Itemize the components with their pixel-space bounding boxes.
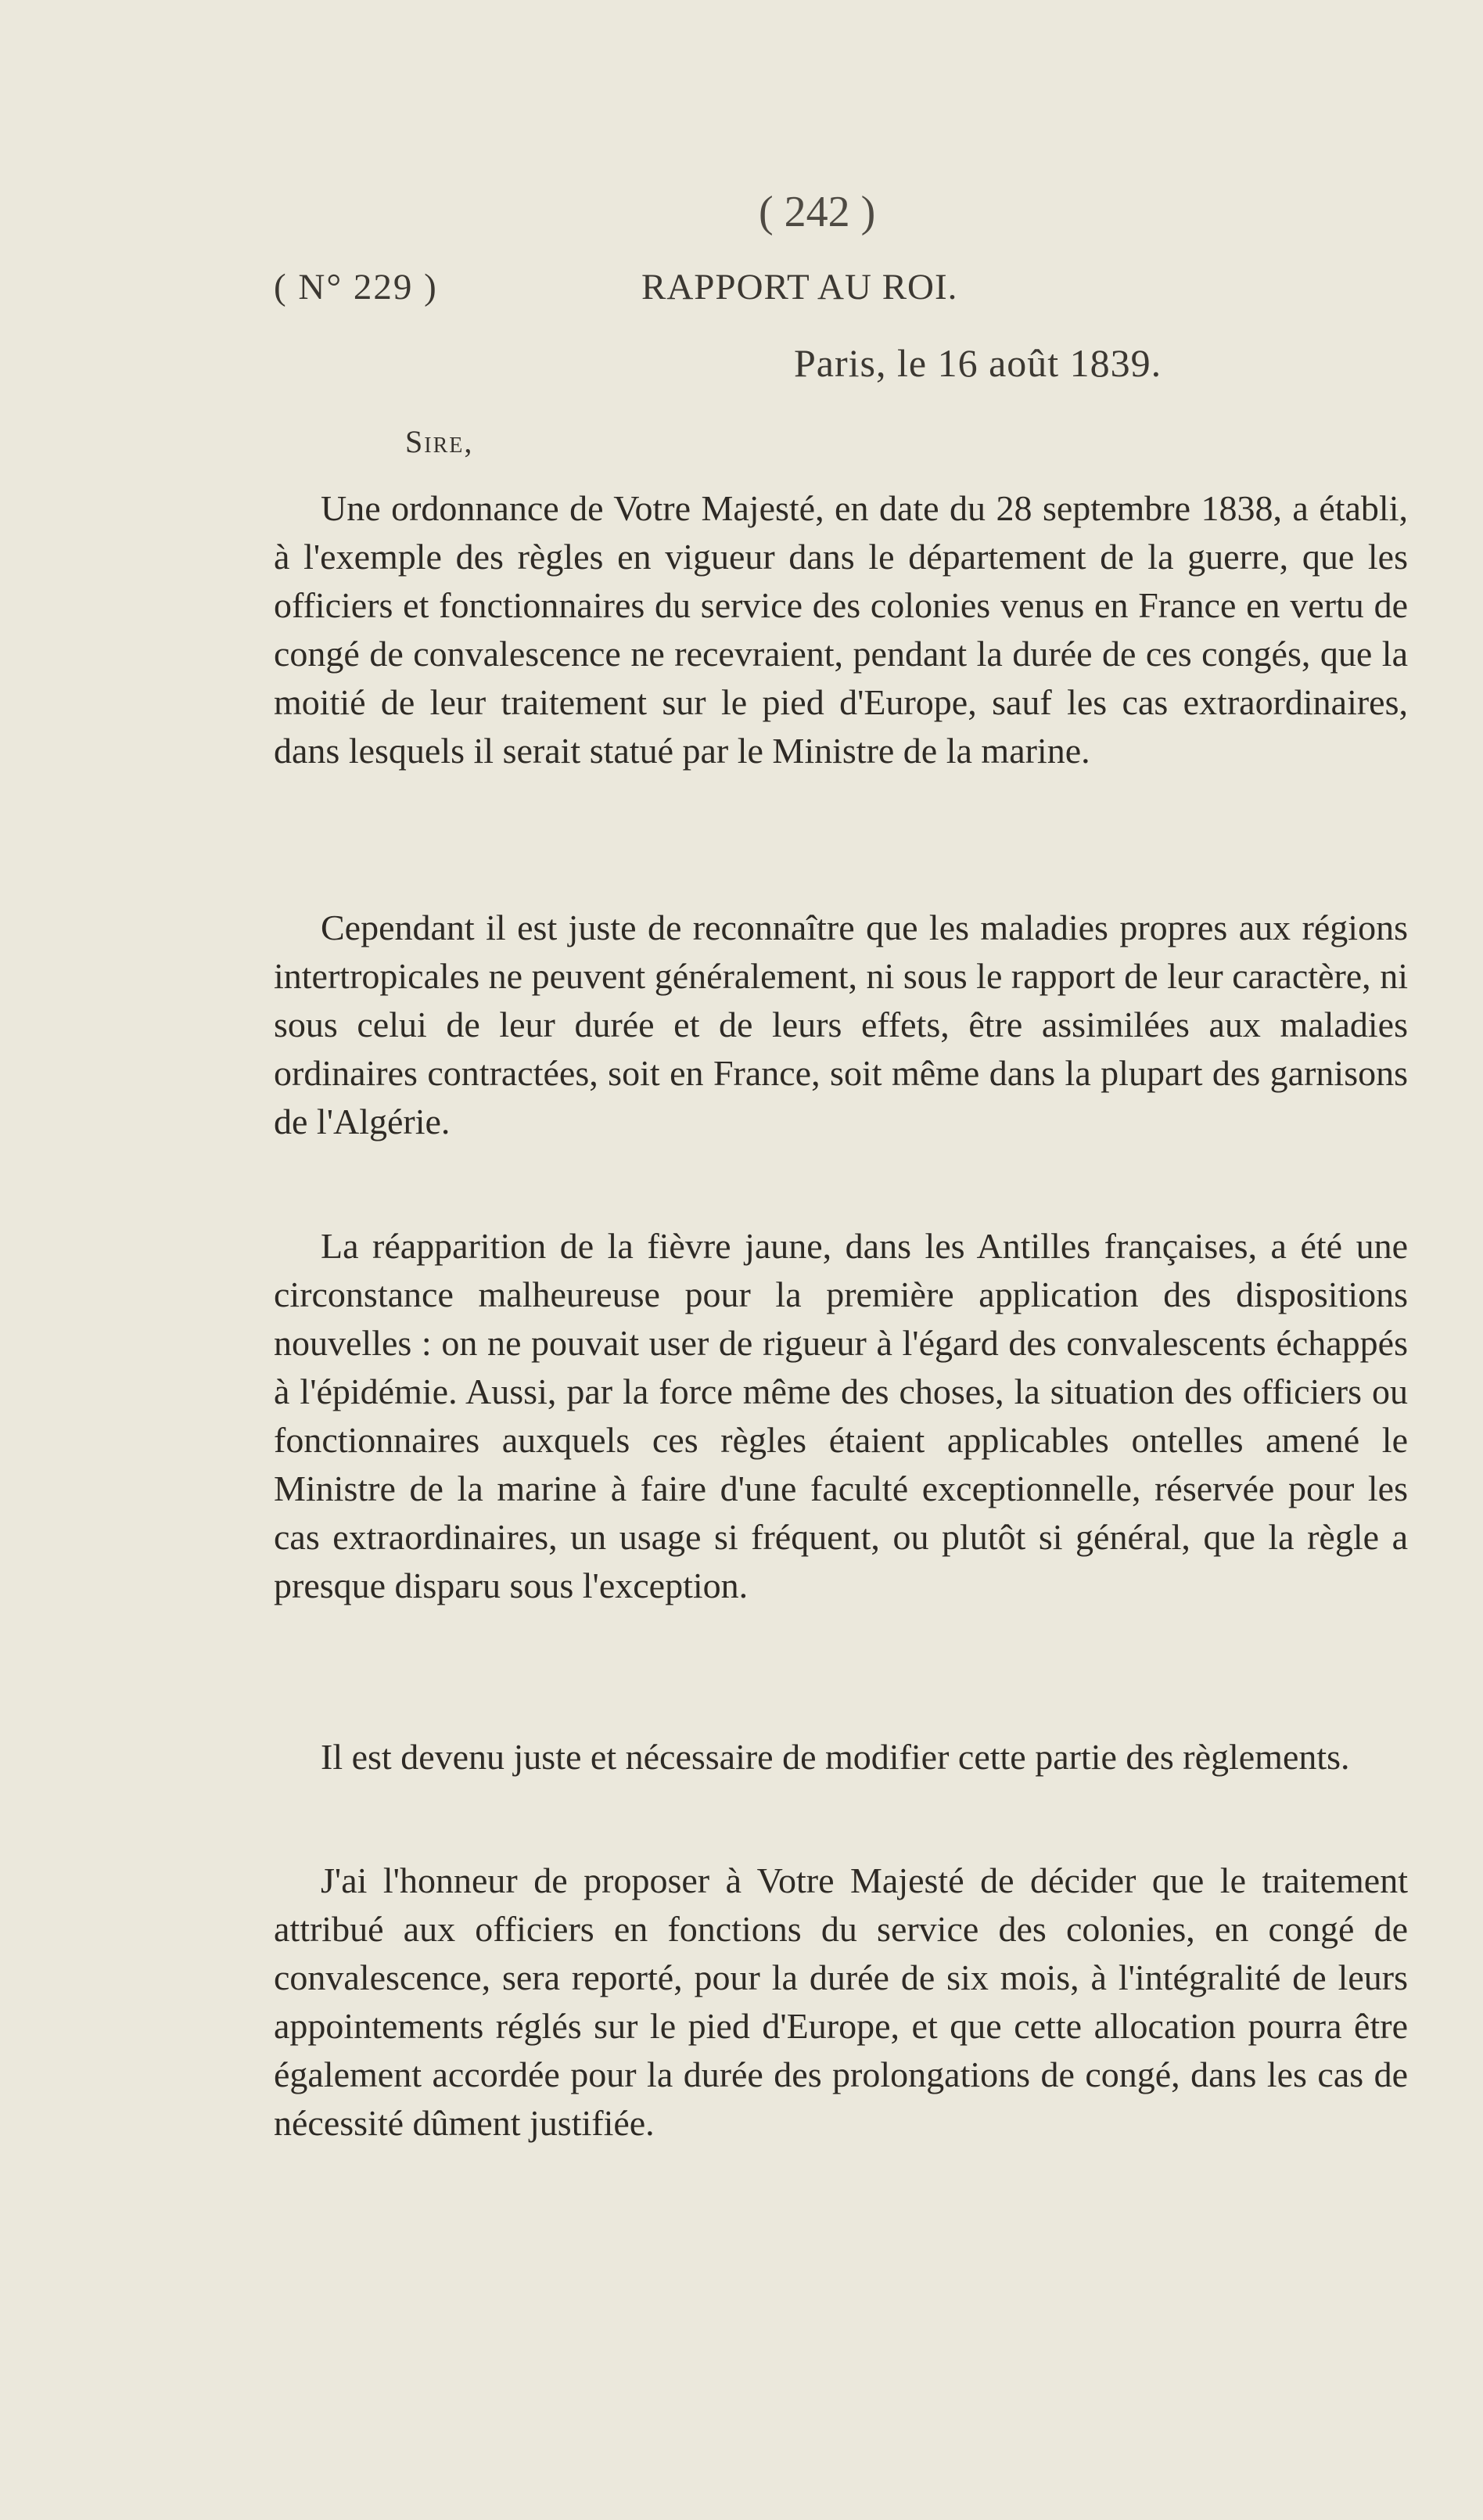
paragraph-2 [274, 904, 1408, 1146]
paragraph-3 [274, 1222, 1408, 1610]
dateline: Paris, le 16 août 1839. [794, 341, 1162, 385]
paragraph-4 [274, 1733, 1408, 1781]
document-title: RAPPORT AU ROI. [641, 267, 958, 307]
paragraph-text: Il est devenu juste et nécessaire de modifier cette partie des règlements. [321, 1737, 1350, 1777]
page-number: ( 242 ) [759, 188, 876, 236]
paragraph-5 [274, 1857, 1408, 2148]
paragraph-1 [274, 484, 1408, 775]
paragraph-text: Une ordonnance de Votre Majesté, en date du 28 septembre 1838, a établi, à l'exemple des règles en vigueur dans le département de la guerre, que les officiers et fonctionnaires du service des colonies venus en France en vertu de congé de convalescence ne recevraient, pendant la durée de ces congés, que la moitié de leur traitement sur le pied d'Europe, sauf les cas extraordinaires, dans lesquels il serait statué par le Ministre de la marine. [274, 488, 1408, 771]
salutation: Sire, [405, 424, 474, 459]
paragraph-text: J'ai l'honneur de proposer à Votre Majesté de décider que le traitement attribué aux officiers en fonctions du service des colonies, en congé de convalescence, sera reporté, pour la durée de six mois, à l'intégralité de leurs appointements réglés sur le pied d'Europe, et que cette allocation pourra être également accordée pour la durée des prolongations de congé, dans les cas de nécessité dûment justifiée. [274, 1860, 1408, 2143]
paragraph-text: La réapparition de la fièvre jaune, dans les Antilles françaises, a été une circonstance malheureuse pour la première application des dispositions nouvelles : on ne pouvait user de rigueur à l'égard des convalescents échappés à l'épidémie. Aussi, par la force même des choses, la situation des officiers ou fonctionnaires auxquels ces règles étaient applicables ontelles amené le Ministre de la marine à faire d'une faculté exceptionnelle, réservée pour les cas extraordinaires, un usage si fréquent, ou plutôt si général, que la règle a presque disparu sous l'exception. [274, 1226, 1408, 1605]
paragraph-text: Cependant il est juste de reconnaître que les maladies propres aux régions intertropicales ne peuvent généralement, ni sous le rapport de leur caractère, ni sous celui de leur durée et de leurs effets, être assimilées aux maladies ordinaires contractées, soit en France, soit même dans la plupart des garnisons de l'Algérie. [274, 908, 1408, 1141]
document-number: ( N° 229 ) [274, 267, 438, 307]
